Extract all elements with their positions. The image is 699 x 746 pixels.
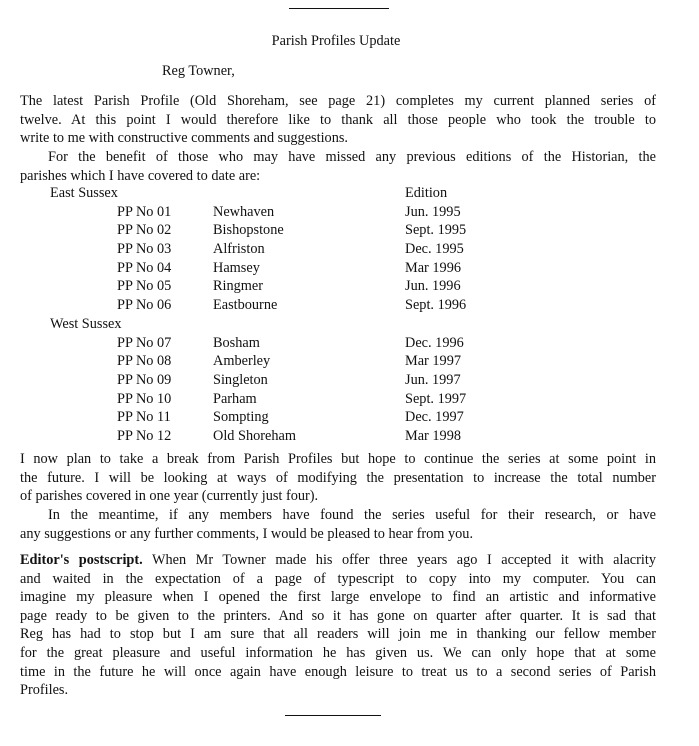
- text-line: the future. I will be looking at ways of modifying the presentation to increase the total number: [20, 469, 656, 486]
- parish-name: Bishopstone: [213, 222, 284, 239]
- text-line: Reg has had to stop but I am sure that all readers will join me in thanking our fellow member: [20, 626, 656, 643]
- table-row: [50, 352, 500, 371]
- text-line: any suggestions or any further comments, I would be pleased to hear from you.: [20, 525, 474, 542]
- edition-date: Jun. 1995: [405, 203, 461, 220]
- benefit-paragraph: [20, 148, 656, 185]
- bottom-rule: [285, 715, 381, 716]
- profile-number: PP No 11: [117, 409, 171, 426]
- meantime-paragraph: [20, 506, 656, 543]
- profile-number: PP No 10: [117, 390, 172, 407]
- edition-date: Dec. 1997: [405, 409, 464, 426]
- table-row: [50, 296, 500, 315]
- text-line: of parishes covered in one year (currently just four).: [20, 488, 319, 505]
- author-name: Reg Towner,: [162, 63, 235, 79]
- text-line: twelve. At this point I would therefore like to thank all those people who took the trouble to: [20, 111, 656, 128]
- editors-postscript: [20, 551, 656, 700]
- table-row: [50, 334, 500, 353]
- edition-date: Jun. 1996: [405, 278, 461, 295]
- profile-number: PP No 03: [117, 241, 172, 258]
- parish-name: Singleton: [213, 371, 268, 388]
- edition-date: Sept. 1995: [405, 222, 467, 239]
- article-title: Parish Profiles Update: [271, 33, 401, 49]
- text-line: write to me with constructive comments and suggestions.: [20, 130, 348, 147]
- table-row: [50, 371, 500, 390]
- table-region-row: [50, 315, 500, 334]
- table-row: [50, 240, 500, 259]
- table-header-row: [50, 184, 500, 203]
- text-line: page ready to be given to the printers. And so it has gone on quarter after quarter. It is sad that: [20, 607, 656, 624]
- parish-name: Newhaven: [213, 203, 275, 220]
- postscript-first-line: [20, 551, 656, 570]
- intro-paragraph: [20, 92, 656, 148]
- table-row: [50, 277, 500, 296]
- region-label: East Sussex: [50, 185, 118, 201]
- text-line: imagine my pleasure when I opened the first large envelope to find an artistic and informative: [20, 589, 656, 606]
- table-row: [50, 203, 500, 222]
- parish-name: Sompting: [213, 409, 269, 426]
- edition-header: Edition: [405, 185, 448, 201]
- profile-number: PP No 07: [117, 334, 172, 351]
- text-line: Profiles.: [20, 682, 69, 699]
- table-row: [50, 427, 500, 446]
- text-line: and waited in the expectation of a page of typescript to copy into my computer. You can: [20, 570, 656, 587]
- profile-number: PP No 06: [117, 297, 172, 314]
- parish-name: Old Shoreham: [213, 427, 296, 444]
- text-line: for the great pleasure and useful information he has given us. We can only hope that at some: [20, 644, 656, 661]
- text-line: I now plan to take a break from Parish Profiles but hope to continue the series at some point in: [20, 451, 656, 467]
- profile-number: PP No 09: [117, 371, 172, 388]
- edition-date: Dec. 1995: [405, 241, 464, 258]
- table-row: [50, 259, 500, 278]
- text-line: time in the future he will once again have enough leisure to treat us to a second series of Parish: [20, 663, 656, 680]
- edition-date: Sept. 1997: [405, 390, 467, 407]
- postscript-label: Editor's postscript.: [20, 552, 143, 568]
- table-row: [50, 221, 500, 240]
- plan-paragraph: [20, 450, 656, 506]
- parish-name: Alfriston: [213, 241, 265, 258]
- region-label: West Sussex: [50, 315, 122, 332]
- text-line: In the meantime, if any members have found the series useful for their research, or have: [48, 507, 656, 523]
- parish-name: Parham: [213, 390, 257, 407]
- text-line: parishes which I have covered to date are:: [20, 167, 261, 184]
- parish-name: Amberley: [213, 353, 271, 370]
- profile-number: PP No 02: [117, 222, 172, 239]
- text-line: The latest Parish Profile (Old Shoreham, see page 21) completes my current planned series of: [20, 93, 656, 109]
- edition-date: Mar 1998: [405, 427, 461, 444]
- profile-number: PP No 12: [117, 427, 172, 444]
- top-rule: [289, 8, 389, 9]
- edition-date: Dec. 1996: [405, 334, 464, 351]
- profile-number: PP No 05: [117, 278, 172, 295]
- profile-number: PP No 01: [117, 203, 172, 220]
- edition-date: Jun. 1997: [405, 371, 461, 388]
- parish-profiles-table: [50, 184, 500, 446]
- table-row: [50, 390, 500, 409]
- text-line: For the benefit of those who may have missed any previous editions of the Historian, the: [48, 149, 656, 165]
- edition-date: Mar 1997: [405, 353, 461, 370]
- profile-number: PP No 08: [117, 353, 172, 370]
- parish-name: Bosham: [213, 334, 260, 351]
- edition-date: Mar 1996: [405, 259, 461, 276]
- parish-name: Ringmer: [213, 278, 264, 295]
- parish-name: Hamsey: [213, 259, 260, 276]
- parish-name: Eastbourne: [213, 297, 278, 314]
- postscript-text: When Mr Towner made his offer three years ago I accepted it with alacrity: [151, 552, 656, 568]
- edition-date: Sept. 1996: [405, 297, 467, 314]
- table-row: [50, 408, 500, 427]
- profile-number: PP No 04: [117, 259, 172, 276]
